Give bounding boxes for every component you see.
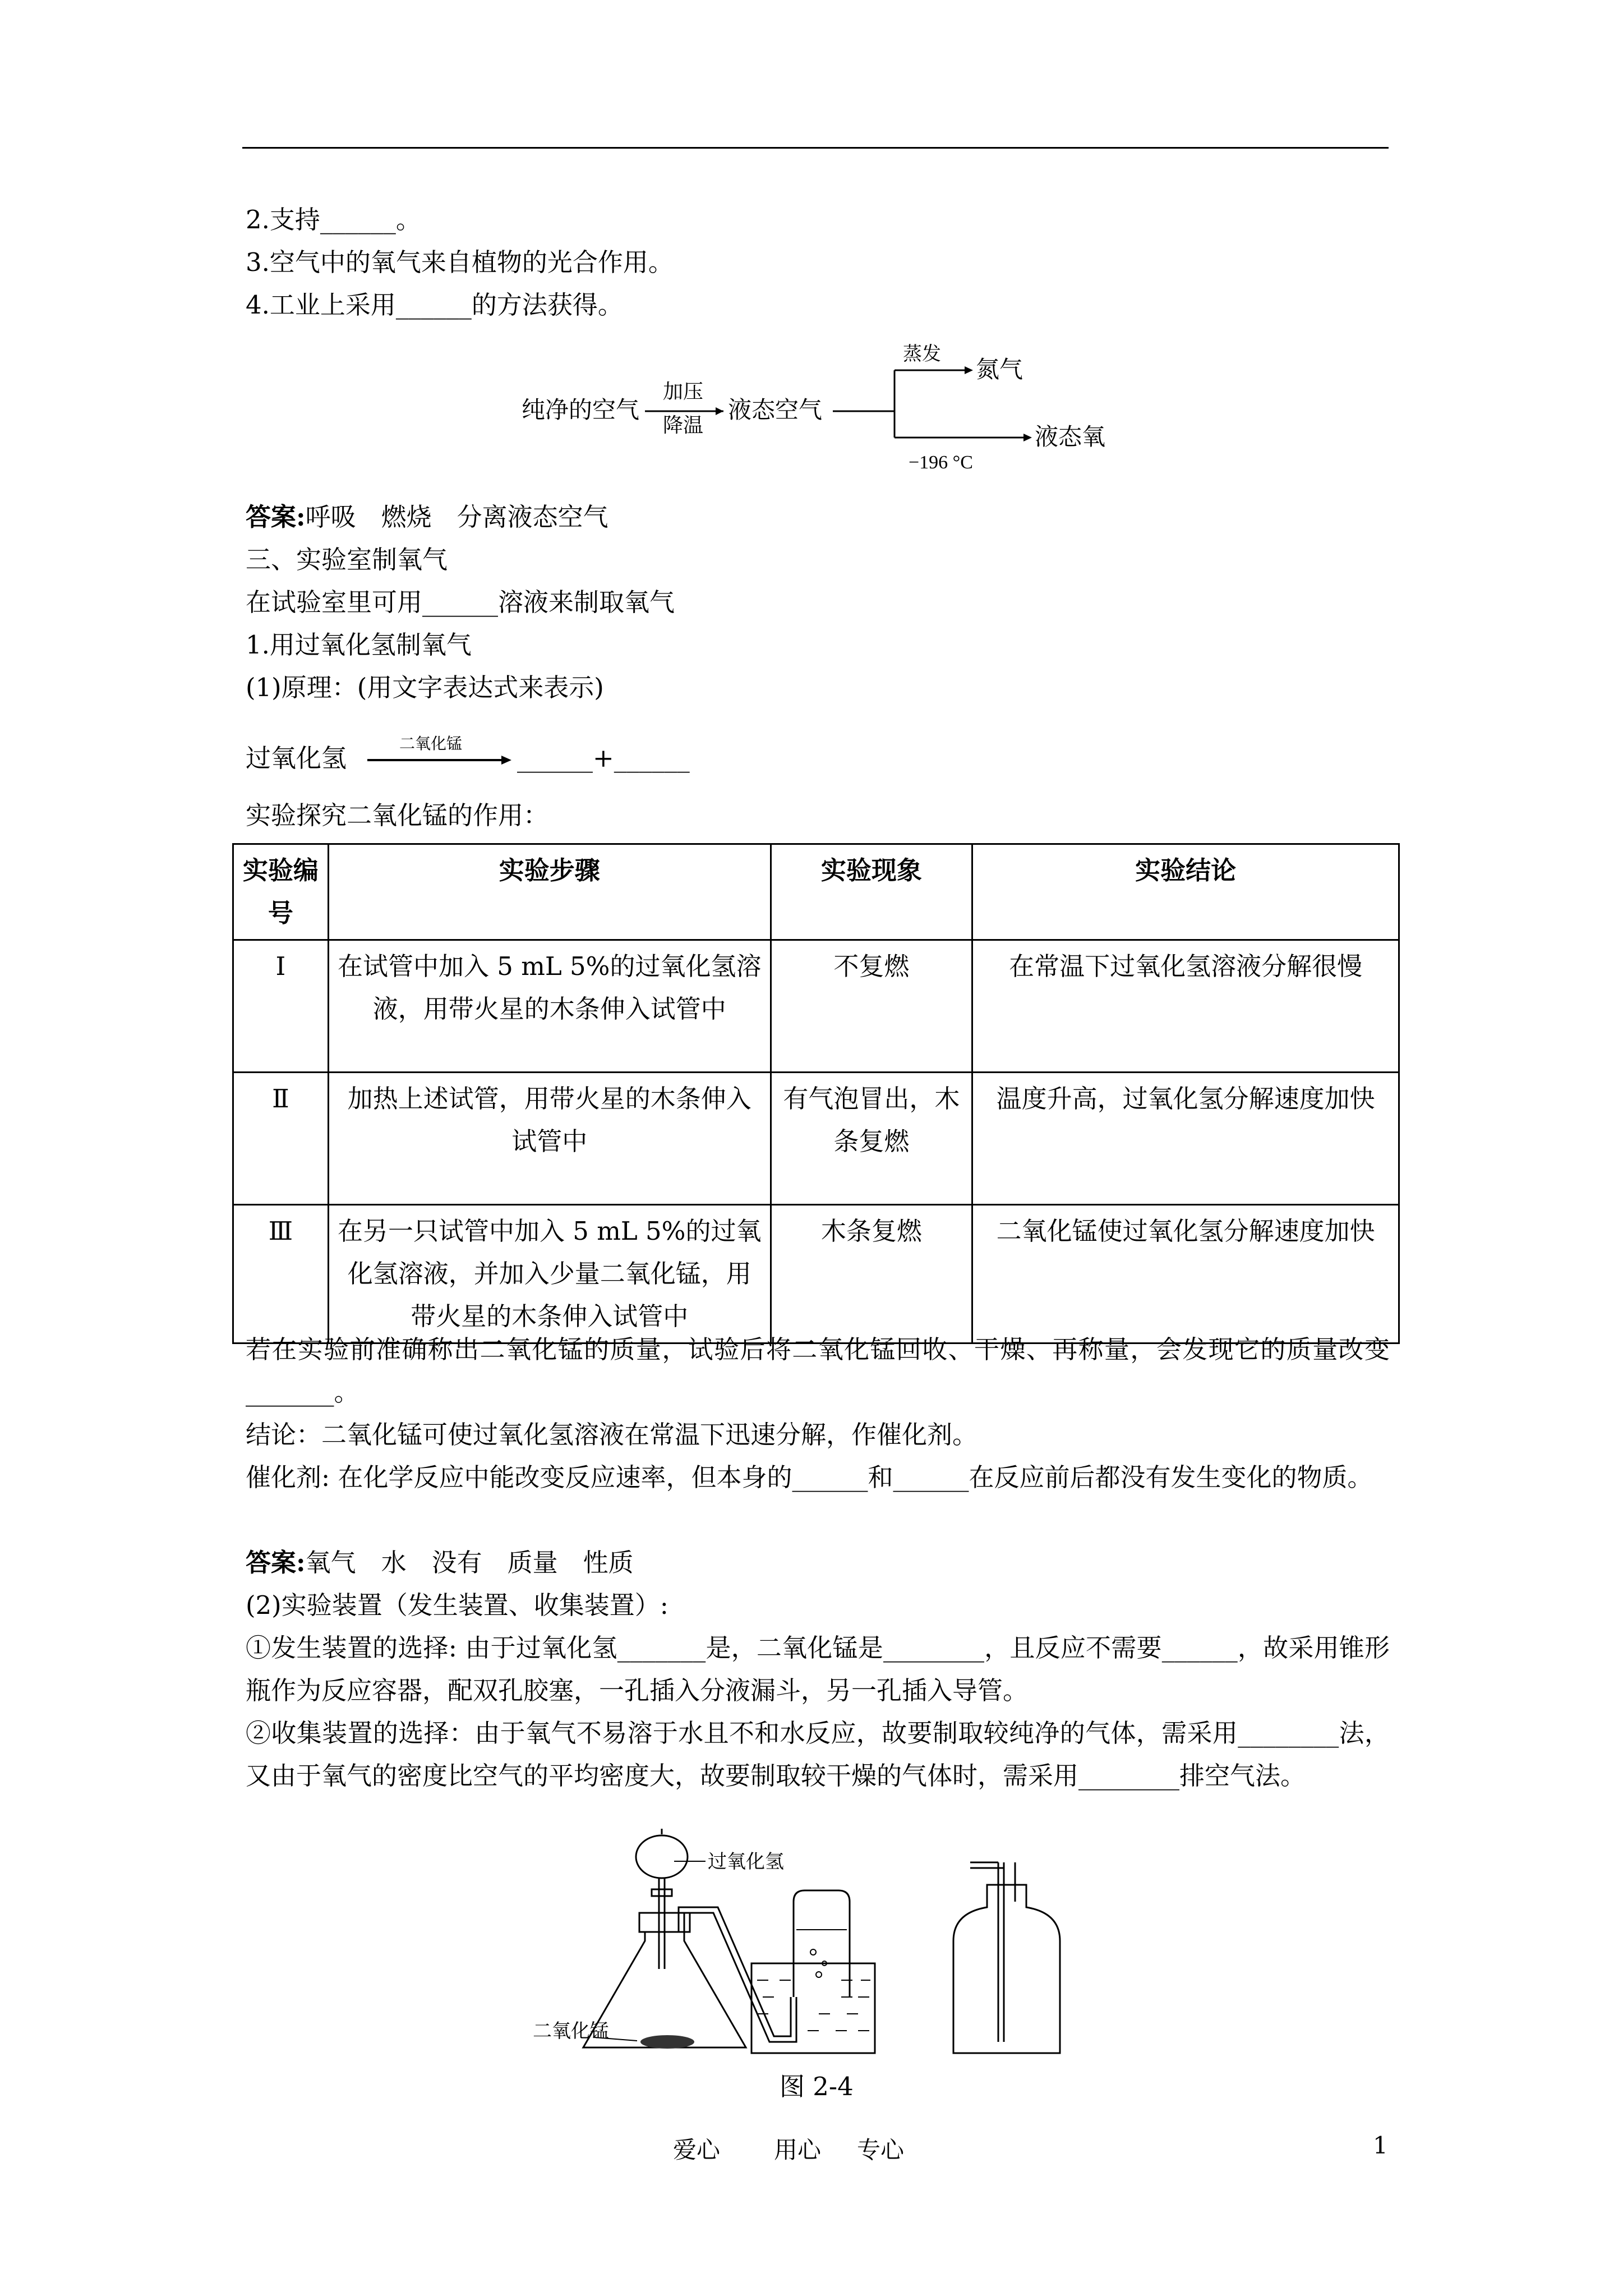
table-row	[233, 1073, 1399, 1205]
line-2: 2.支持______。	[246, 205, 421, 234]
cell-conclusion: 温度升高，过氧化氢分解速度加快	[972, 1073, 1399, 1205]
answer-2	[246, 1546, 634, 1580]
cell-conclusion: 二氧化锰使过氧化氢分解速度加快	[972, 1205, 1399, 1343]
conclusion: 结论：二氧化锰可使过氧化氢溶液在常温下迅速分解，作催化剂。	[246, 1420, 978, 1450]
table-header-row	[233, 844, 1399, 940]
h2o2-title: 1.用过氧化氢制氧气	[246, 630, 472, 660]
reaction-arrow	[365, 735, 516, 776]
device-heading: (2)实验装置（发生装置、收集装置）:	[246, 1590, 668, 1620]
answer-label: 答案:	[246, 1548, 306, 1577]
line-3: 3.空气中的氧气来自植物的光合作用。	[246, 247, 674, 277]
section-3-heading: 三、实验室制氧气	[246, 545, 448, 574]
air-separation-diagram	[516, 342, 1110, 485]
word-equation	[246, 742, 347, 775]
liquid-oxygen-label: 液态氧	[1035, 425, 1106, 450]
header-steps: 实验步骤	[328, 844, 771, 940]
mno2-label: 二氧化锰	[533, 2021, 609, 2042]
answer-text: 氧气 水 没有 质量 性质	[305, 1548, 634, 1577]
cell-phenomenon: 不复燃	[771, 940, 972, 1073]
header-phenomenon: 实验现象	[771, 844, 972, 940]
footer-motto-2: 用心	[774, 2136, 822, 2164]
liquid-air-label: 液态空气	[728, 398, 823, 424]
page-number: 1	[1373, 2132, 1388, 2159]
answer-text: 呼吸 燃烧 分离液态空气	[305, 502, 608, 532]
collector-device-paragraph: ②收集装置的选择：由于氧气不易溶于水且不和水反应，故要制取较纯净的气体，需采用________法，又由于氧气的密度比空气的平均密度大，故要制取较干燥的气体时，需采用________排空气法。	[246, 1718, 1390, 1791]
cell-steps: 在试管中加入 5 mL 5%的过氧化氢溶液，用带火星的木条伸入试管中	[328, 940, 771, 1073]
generator-device-paragraph: ①发生装置的选择: 由于过氧化氢_______是，二氧化锰是________，且反应不需要______，故采用锥形瓶作为反应容器，配双孔胶塞，一孔插入分液漏斗，另一孔插入导管。	[246, 1633, 1390, 1705]
h2o2-label: 过氧化氢	[708, 1852, 784, 1872]
answer-label: 答案:	[246, 502, 306, 532]
cell-phenomenon: 有气泡冒出，木条复燃	[771, 1073, 972, 1205]
footer-motto-3: 专心	[857, 2136, 905, 2164]
table-row	[233, 940, 1399, 1073]
footer-motto-1: 爱心	[673, 2136, 721, 2164]
principle: (1)原理：(用文字表达式来表示)	[246, 673, 604, 702]
cell-steps: 加热上述试管，用带火星的木条伸入试管中	[328, 1073, 771, 1205]
apparatus-figure	[527, 1829, 1099, 2067]
lab-intro: 在试验室里可用______溶液来制取氧气	[246, 587, 675, 617]
temperature-label: −196 °C	[909, 452, 973, 473]
reactant: 过氧化氢	[246, 743, 347, 773]
figure-caption: 图 2-4	[780, 2072, 854, 2101]
line-4: 4.工业上采用______的方法获得。	[246, 290, 623, 320]
answer-1	[246, 500, 608, 534]
experiment-table	[232, 843, 1400, 1344]
cell-number: Ⅰ	[233, 940, 329, 1073]
cell-steps: 在另一只试管中加入 5 mL 5%的过氧化氢溶液，并加入少量二氧化锰，用带火星的木条伸入试管中	[328, 1205, 771, 1343]
explore-heading: 实验探究二氧化锰的作用：	[246, 800, 549, 830]
header-conclusion: 实验结论	[972, 844, 1399, 940]
pure-air-label: 纯净的空气	[522, 398, 640, 424]
after-table-paragraph: 若在实验前准确称出二氧化锰的质量，试验后将二氧化锰回收、干燥、再称量，会发现它的质量改变_______。	[246, 1335, 1390, 1407]
header-rule	[242, 147, 1389, 149]
products: ______+______	[517, 743, 690, 773]
nitrogen-label: 氮气	[976, 357, 1023, 383]
pressurize-label: 加压	[663, 380, 704, 403]
cell-phenomenon: 木条复燃	[771, 1205, 972, 1343]
catalyst-label: 二氧化锰	[399, 735, 463, 753]
header-number: 实验编号	[233, 844, 329, 940]
cell-conclusion: 在常温下过氧化氢溶液分解很慢	[972, 940, 1399, 1073]
catalyst-definition: 催化剂: 在化学反应中能改变反应速率，但本身的______和______在反应前后都没有发生变化的物质。	[246, 1462, 1373, 1492]
cell-number: Ⅱ	[233, 1073, 329, 1205]
evaporate-label: 蒸发	[903, 344, 941, 365]
cell-number: Ⅲ	[233, 1205, 329, 1343]
table-row	[233, 1205, 1399, 1343]
cool-label: 降温	[663, 414, 704, 436]
